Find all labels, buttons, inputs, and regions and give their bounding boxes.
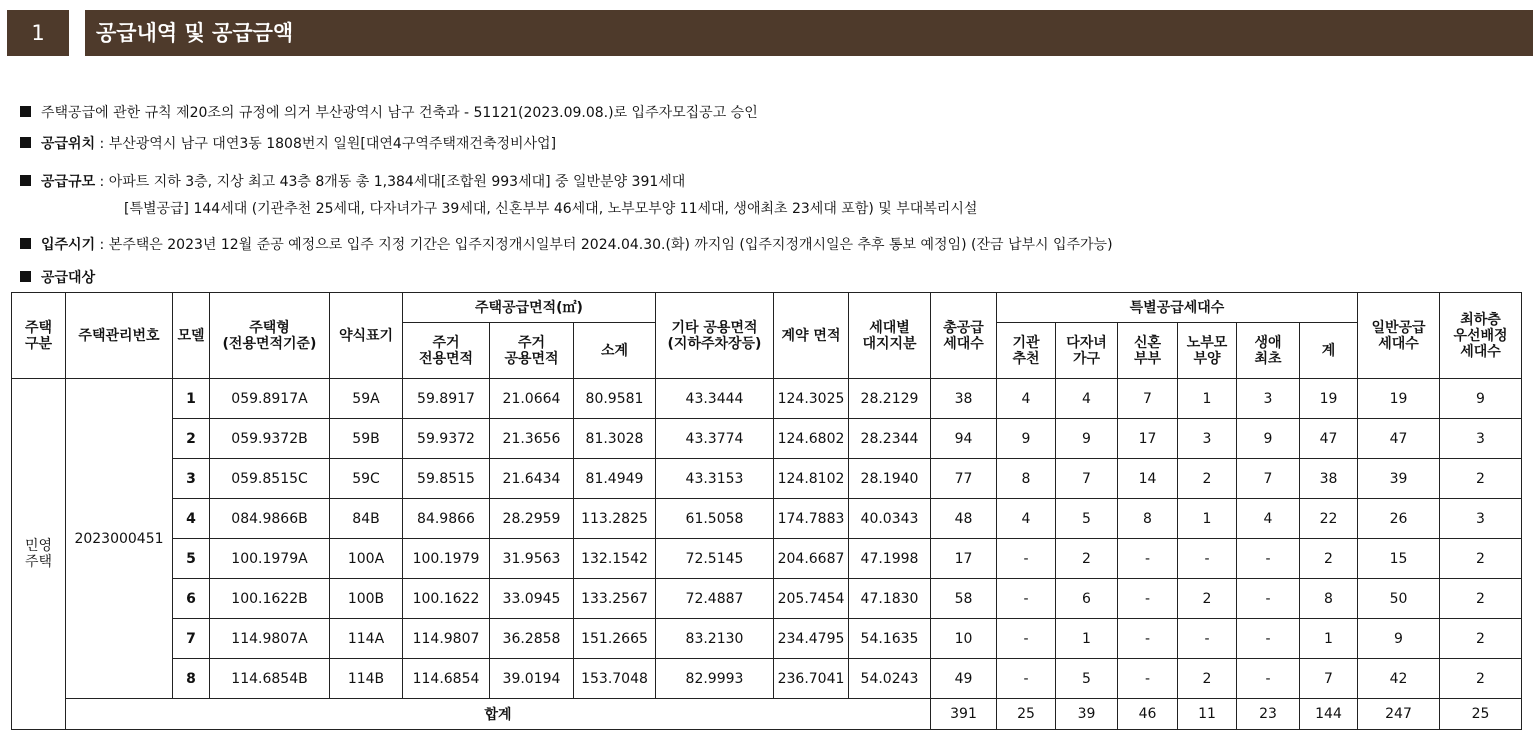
cell-model: 7 <box>173 619 210 659</box>
cell-subtotal-area: 132.1542 <box>574 539 656 579</box>
cell-abbr: 59A <box>330 379 403 419</box>
header-contract-area: 계약 면적 <box>774 293 849 379</box>
cell-special-sum: 22 <box>1300 499 1358 539</box>
cell-special-sum: 38 <box>1300 459 1358 499</box>
bullet-square-icon <box>20 238 31 249</box>
cell-total-supply: 38 <box>931 379 997 419</box>
notice-target-label: 공급대상 <box>41 270 96 286</box>
cell-first-time: 4 <box>1237 499 1300 539</box>
header-supply-area: 주택공급면적(㎡) <box>403 293 656 323</box>
cell-multi-child: 4 <box>1056 379 1118 419</box>
cell-other-common-area: 72.5145 <box>656 539 774 579</box>
total-cell-low: 25 <box>1440 699 1522 730</box>
table-row <box>12 419 1522 459</box>
notice-scale-text: : 아파트 지하 3층, 지상 최고 43층 8개동 총 1,384세대[조합원 993세대] 중 일반분양 391세대 <box>95 174 686 190</box>
cell-total-supply: 48 <box>931 499 997 539</box>
header-general: 일반공급 세대수 <box>1358 293 1440 379</box>
cell-other-common-area: 72.4887 <box>656 579 774 619</box>
cell-general-supply: 19 <box>1358 379 1440 419</box>
cell-total-supply: 94 <box>931 419 997 459</box>
cell-land-share: 28.1940 <box>849 459 931 499</box>
cell-institution: 9 <box>997 419 1056 459</box>
total-cell-inst: 25 <box>997 699 1056 730</box>
header-newlywed: 신혼 부부 <box>1118 323 1178 379</box>
cell-elderly: 3 <box>1178 419 1237 459</box>
cell-common-area: 21.6434 <box>490 459 574 499</box>
notice-location-text: : 부산광역시 남구 대연3동 1808번지 일원[대연4구역주택재건축정비사업] <box>95 136 557 152</box>
cell-subtotal-area: 81.4949 <box>574 459 656 499</box>
cell-land-share: 47.1998 <box>849 539 931 579</box>
cell-house-type: 059.8917A <box>210 379 330 419</box>
cell-newlywed: - <box>1118 619 1178 659</box>
cell-other-common-area: 61.5058 <box>656 499 774 539</box>
notice-scale-text2: [특별공급] 144세대 (기관추천 25세대, 다자녀가구 39세대, 신혼부부 46세대, 노부모부양 11세대, 생애최초 23세대 포함) 및 부대복리시설 <box>124 201 978 217</box>
cell-institution: - <box>997 579 1056 619</box>
bullet-square-icon <box>20 175 31 186</box>
cell-newlywed: 14 <box>1118 459 1178 499</box>
cell-elderly: 1 <box>1178 379 1237 419</box>
cell-land-share: 28.2344 <box>849 419 931 459</box>
cell-total-supply: 49 <box>931 659 997 699</box>
section-header <box>7 10 1533 56</box>
cell-abbr: 100B <box>330 579 403 619</box>
cell-first-time: - <box>1237 579 1300 619</box>
cell-land-share: 47.1830 <box>849 579 931 619</box>
cell-lowest-floor: 2 <box>1440 659 1522 699</box>
total-cell-total: 391 <box>931 699 997 730</box>
bullet-square-icon <box>20 106 31 117</box>
cell-other-common-area: 43.3444 <box>656 379 774 419</box>
cell-model: 6 <box>173 579 210 619</box>
cell-multi-child: 1 <box>1056 619 1118 659</box>
cell-common-area: 21.3656 <box>490 419 574 459</box>
cell-abbr: 100A <box>330 539 403 579</box>
total-row <box>12 699 1522 730</box>
cell-multi-child: 5 <box>1056 499 1118 539</box>
cell-subtotal-area: 151.2665 <box>574 619 656 659</box>
cell-model: 1 <box>173 379 210 419</box>
cell-first-time: - <box>1237 539 1300 579</box>
total-cell-elder: 11 <box>1178 699 1237 730</box>
cell-institution: 4 <box>997 379 1056 419</box>
table-row <box>12 459 1522 499</box>
cell-total-supply: 77 <box>931 459 997 499</box>
cell-common-area: 28.2959 <box>490 499 574 539</box>
cell-common-area: 39.0194 <box>490 659 574 699</box>
cell-contract-area: 174.7883 <box>774 499 849 539</box>
cell-institution: - <box>997 539 1056 579</box>
cell-elderly: 1 <box>1178 499 1237 539</box>
cell-house-type: 114.6854B <box>210 659 330 699</box>
total-label: 합계 <box>66 699 931 730</box>
cell-land-share: 54.0243 <box>849 659 931 699</box>
cell-total-supply: 17 <box>931 539 997 579</box>
header-housing-type: 주택 구분 <box>12 293 66 379</box>
cell-special-sum: 19 <box>1300 379 1358 419</box>
notice-movein-text: : 본주택은 2023년 12월 준공 예정으로 입주 지정 기간은 입주지정개시일부터 2024.04.30.(화) 까지임 (입주지정개시일은 추후 통보 예정임) (잔금 납부시 입주가능) <box>95 237 1113 253</box>
cell-model: 8 <box>173 659 210 699</box>
bullet-square-icon <box>20 137 31 148</box>
cell-subtotal-area: 133.2567 <box>574 579 656 619</box>
cell-house-type: 100.1622B <box>210 579 330 619</box>
cell-contract-area: 234.4795 <box>774 619 849 659</box>
total-cell-gen: 247 <box>1358 699 1440 730</box>
header-multi-child: 다자녀 가구 <box>1056 323 1118 379</box>
notice-scale <box>20 173 685 191</box>
cell-subtotal-area: 81.3028 <box>574 419 656 459</box>
cell-mgmt-no: 2023000451 <box>66 379 173 699</box>
cell-other-common-area: 83.2130 <box>656 619 774 659</box>
cell-contract-area: 236.7041 <box>774 659 849 699</box>
cell-exclusive-area: 84.9866 <box>403 499 490 539</box>
header-common: 주거 공용면적 <box>490 323 574 379</box>
cell-land-share: 40.0343 <box>849 499 931 539</box>
cell-lowest-floor: 2 <box>1440 539 1522 579</box>
cell-institution: - <box>997 659 1056 699</box>
cell-common-area: 21.0664 <box>490 379 574 419</box>
cell-subtotal-area: 80.9581 <box>574 379 656 419</box>
cell-abbr: 59C <box>330 459 403 499</box>
cell-multi-child: 6 <box>1056 579 1118 619</box>
header-abbr: 약식표기 <box>330 293 403 379</box>
cell-subtotal-area: 153.7048 <box>574 659 656 699</box>
cell-elderly: - <box>1178 539 1237 579</box>
header-mgmt-no: 주택관리번호 <box>66 293 173 379</box>
cell-exclusive-area: 100.1979 <box>403 539 490 579</box>
header-land-share: 세대별 대지지분 <box>849 293 931 379</box>
total-cell-ssum: 144 <box>1300 699 1358 730</box>
header-house-type: 주택형 (전용면적기준) <box>210 293 330 379</box>
header-total-supply: 총공급 세대수 <box>931 293 997 379</box>
notice-location <box>20 135 556 153</box>
cell-lowest-floor: 2 <box>1440 579 1522 619</box>
cell-general-supply: 9 <box>1358 619 1440 659</box>
table-row <box>12 539 1522 579</box>
cell-exclusive-area: 100.1622 <box>403 579 490 619</box>
cell-house-type: 114.9807A <box>210 619 330 659</box>
cell-elderly: 2 <box>1178 659 1237 699</box>
cell-first-time: 9 <box>1237 419 1300 459</box>
header-institution: 기관 추천 <box>997 323 1056 379</box>
cell-special-sum: 2 <box>1300 539 1358 579</box>
cell-model: 2 <box>173 419 210 459</box>
cell-model: 3 <box>173 459 210 499</box>
cell-newlywed: 17 <box>1118 419 1178 459</box>
header-lowest-floor: 최하층 우선배정 세대수 <box>1440 293 1522 379</box>
cell-elderly: - <box>1178 619 1237 659</box>
bullet-square-icon <box>20 271 31 282</box>
cell-contract-area: 205.7454 <box>774 579 849 619</box>
cell-total-supply: 10 <box>931 619 997 659</box>
cell-abbr: 59B <box>330 419 403 459</box>
notice-approval-text: 주택공급에 관한 규칙 제20조의 규정에 의거 부산광역시 남구 건축과 - 51121(2023.09.08.)로 입주자모집공고 승인 <box>41 105 758 121</box>
cell-special-sum: 47 <box>1300 419 1358 459</box>
notice-scale-label: 공급규모 <box>41 174 96 190</box>
cell-general-supply: 39 <box>1358 459 1440 499</box>
cell-common-area: 31.9563 <box>490 539 574 579</box>
cell-subtotal-area: 113.2825 <box>574 499 656 539</box>
cell-common-area: 36.2858 <box>490 619 574 659</box>
cell-exclusive-area: 114.9807 <box>403 619 490 659</box>
table-row <box>12 379 1522 419</box>
cell-multi-child: 5 <box>1056 659 1118 699</box>
cell-special-sum: 7 <box>1300 659 1358 699</box>
cell-abbr: 84B <box>330 499 403 539</box>
total-cell-newly: 46 <box>1118 699 1178 730</box>
cell-first-time: 3 <box>1237 379 1300 419</box>
total-cell-first: 23 <box>1237 699 1300 730</box>
header-special-sum: 계 <box>1300 323 1358 379</box>
cell-institution: 8 <box>997 459 1056 499</box>
notice-target <box>20 269 95 287</box>
header-subtotal: 소계 <box>574 323 656 379</box>
total-cell-multi: 39 <box>1056 699 1118 730</box>
cell-exclusive-area: 59.9372 <box>403 419 490 459</box>
header-exclusive: 주거 전용면적 <box>403 323 490 379</box>
cell-contract-area: 124.3025 <box>774 379 849 419</box>
header-first-time: 생애 최초 <box>1237 323 1300 379</box>
cell-abbr: 114B <box>330 659 403 699</box>
cell-multi-child: 7 <box>1056 459 1118 499</box>
cell-abbr: 114A <box>330 619 403 659</box>
header-elderly: 노부모 부양 <box>1178 323 1237 379</box>
header-other-common: 기타 공용면적 (지하주차장등) <box>656 293 774 379</box>
table-row <box>12 619 1522 659</box>
cell-exclusive-area: 114.6854 <box>403 659 490 699</box>
section-number: 1 <box>7 10 69 56</box>
cell-general-supply: 50 <box>1358 579 1440 619</box>
cell-exclusive-area: 59.8515 <box>403 459 490 499</box>
cell-newlywed: 8 <box>1118 499 1178 539</box>
cell-lowest-floor: 3 <box>1440 419 1522 459</box>
cell-first-time: - <box>1237 659 1300 699</box>
cell-common-area: 33.0945 <box>490 579 574 619</box>
header-special: 특별공급세대수 <box>997 293 1358 323</box>
table-row <box>12 499 1522 539</box>
cell-house-type: 100.1979A <box>210 539 330 579</box>
cell-land-share: 28.2129 <box>849 379 931 419</box>
notice-movein <box>20 236 1113 254</box>
cell-house-type: 084.9866B <box>210 499 330 539</box>
cell-newlywed: - <box>1118 659 1178 699</box>
notice-approval <box>20 104 758 122</box>
cell-lowest-floor: 2 <box>1440 619 1522 659</box>
cell-general-supply: 42 <box>1358 659 1440 699</box>
cell-first-time: 7 <box>1237 459 1300 499</box>
cell-multi-child: 2 <box>1056 539 1118 579</box>
cell-housing-type: 민영 주택 <box>12 379 66 730</box>
cell-lowest-floor: 3 <box>1440 499 1522 539</box>
cell-special-sum: 8 <box>1300 579 1358 619</box>
cell-total-supply: 58 <box>931 579 997 619</box>
cell-first-time: - <box>1237 619 1300 659</box>
cell-multi-child: 9 <box>1056 419 1118 459</box>
cell-other-common-area: 43.3153 <box>656 459 774 499</box>
table-row <box>12 579 1522 619</box>
cell-elderly: 2 <box>1178 579 1237 619</box>
notice-movein-label: 입주시기 <box>41 237 96 253</box>
header-model: 모델 <box>173 293 210 379</box>
cell-contract-area: 124.6802 <box>774 419 849 459</box>
cell-exclusive-area: 59.8917 <box>403 379 490 419</box>
cell-general-supply: 47 <box>1358 419 1440 459</box>
cell-land-share: 54.1635 <box>849 619 931 659</box>
notice-location-label: 공급위치 <box>41 136 96 152</box>
cell-institution: - <box>997 619 1056 659</box>
cell-institution: 4 <box>997 499 1056 539</box>
cell-general-supply: 15 <box>1358 539 1440 579</box>
notice-scale-line2 <box>124 200 977 218</box>
section-title: 공급내역 및 공급금액 <box>85 10 1533 56</box>
cell-newlywed: 7 <box>1118 379 1178 419</box>
cell-contract-area: 204.6687 <box>774 539 849 579</box>
supply-table <box>11 292 1522 730</box>
cell-house-type: 059.8515C <box>210 459 330 499</box>
cell-special-sum: 1 <box>1300 619 1358 659</box>
cell-other-common-area: 43.3774 <box>656 419 774 459</box>
cell-general-supply: 26 <box>1358 499 1440 539</box>
cell-lowest-floor: 2 <box>1440 459 1522 499</box>
cell-contract-area: 124.8102 <box>774 459 849 499</box>
cell-other-common-area: 82.9993 <box>656 659 774 699</box>
cell-newlywed: - <box>1118 579 1178 619</box>
cell-lowest-floor: 9 <box>1440 379 1522 419</box>
cell-newlywed: - <box>1118 539 1178 579</box>
cell-model: 4 <box>173 499 210 539</box>
table-row <box>12 659 1522 699</box>
cell-elderly: 2 <box>1178 459 1237 499</box>
cell-model: 5 <box>173 539 210 579</box>
cell-house-type: 059.9372B <box>210 419 330 459</box>
